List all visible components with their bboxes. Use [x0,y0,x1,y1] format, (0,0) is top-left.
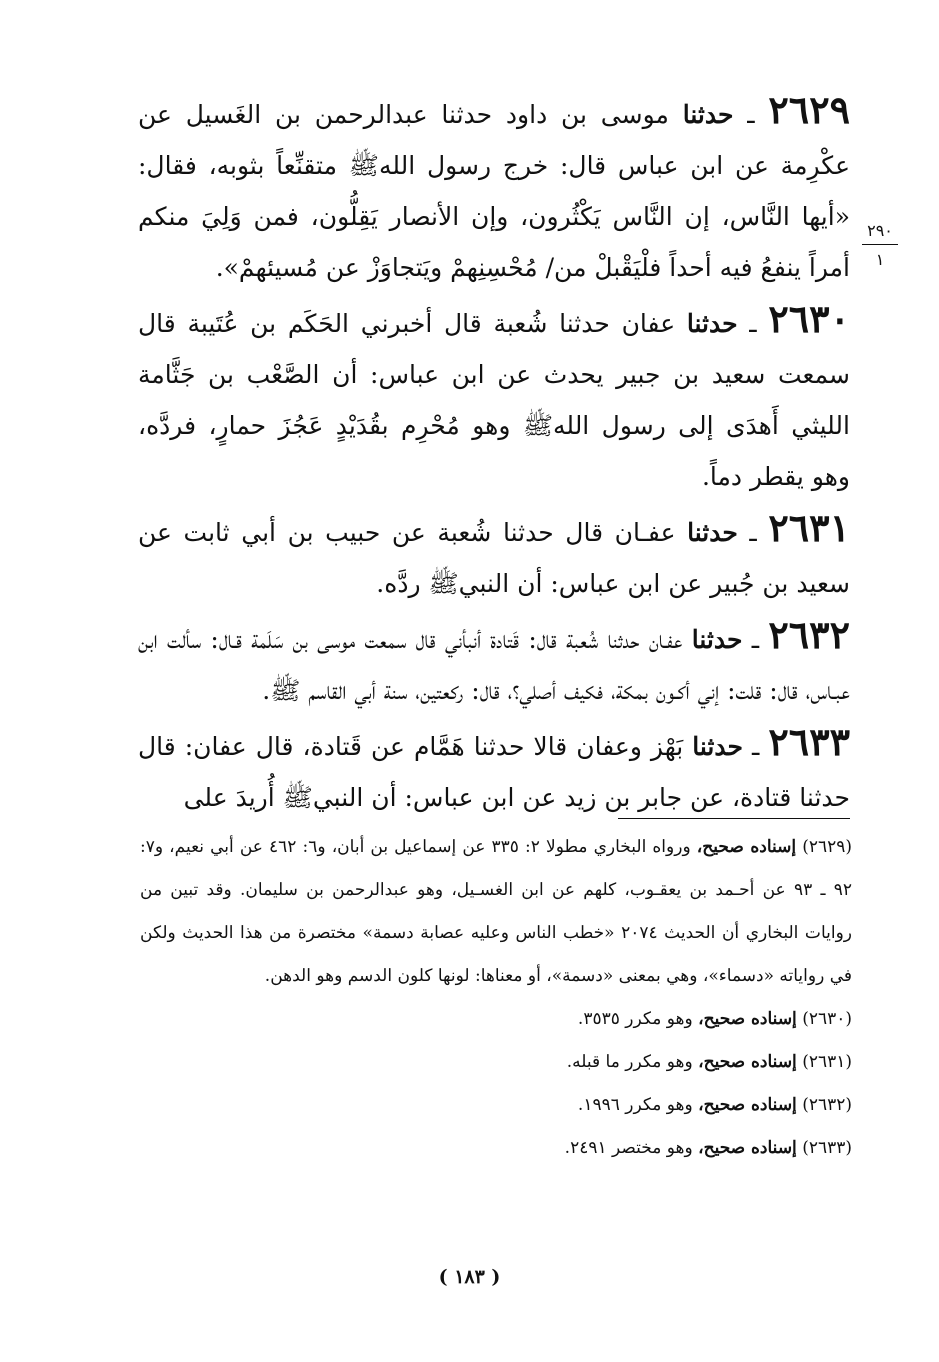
hadith-paragraph: ٢٦٣١ ـ حدثنا عفـان قال حدثنا شُعبة عن حبيب بن أبي ثابت عن سعيد بن جُبير عن ابن عباس: أن النبيﷺ ردَّه. [138,505,850,598]
footnote [140,1041,852,1084]
footnote-ref: (٢٦٣٠) [802,1009,852,1029]
hadith-number: ٢٦٣٣ [768,719,851,764]
footnote-text: وهو مختصر ٢٤٩١. [564,1138,693,1158]
footnote-ref: (٢٦٢٩) [802,837,853,857]
hadith-paragraph: ٢٦٢٩ ـ حدثنا موسى بن داود حدثنا عبدالرحمن بن الغَسيل عن عكْرِمة عن ابن عباس قال: خرج رسول اللهﷺ متقنِّعاً بثوبه، فقال: «أيها النَّاس، إن النَّاس يَكْثُرون، وإن الأنصار يَقِلُّون، فمن وَلِيَ منكم أمراً ينفعُ فيه أحداً فلْيَقْبلْ من/ مُحْسِنِهمْ ويَتجاوَزْ عن مُسيئهمْ». [138,87,851,282]
footnote-grade: إسناده صحيح، [696,837,797,857]
hadith-keyword: حدثنا [687,518,738,547]
footnote-ref: (٢٦٣٣) [802,1138,852,1158]
hadith-keyword: حدثنا [686,309,738,338]
hadith-paragraph: ٢٦٣٠ ـ حدثنا عفان حدثنا شُعبة قال أخبرني الحَكَم بن عُتَيبة قال سمعت سعيد بن جبير يحدث عن ابن عباس: أن الصَّعْب بن جَثَّامة الليثي أَهدَى إلى رسول اللهﷺ وهو مُحْرِم بقُدَيْدٍ عَجُزَ حمارٍ، فردَّه، وهو يقطر دماً. [138,296,850,491]
footnote-grade: إسناده صحيح، [698,1052,797,1072]
hadith-text: بَهْز وعفان قالا حدثنا هَمَّام عن قَتادة، قال عفان: قال حدثنا قتادة، عن جابر بن زيد عن ابن عباس: أن النبيﷺ أُريدَ على [138,732,850,812]
footnote-text: ورواه البخاري مطولا ٢: ٣٣٥ عن إسماعيل بن أبان، و٦: ٤٦٢ عن أبي نعيم، و٧: ٩٢ ـ ٩٣ عن أحـمد بن يعقـوب، كلهم عن ابن الغسـيل، وهو عبدالرحمن بن سليمان. وقد تبين من روايات البخاري أن الحديث ٢٠٧٤ «خطب الناس وعليه عصابة دسمة» مختصرة من هذا الحديث ولكن في رواياته «دسماء»، وهي بمعنى «دسمة»، أو معناها: لونها كلون الدسم وهو الدهن. [140,837,852,986]
hadith-text: عفان حدثنا شُعبة قال أخبرني الحَكَم بن عُتَيبة قال سمعت سعيد بن جبير يحدث عن ابن عباس: أن الصَّعْب بن جَثَّامة الليثي أَهدَى إلى رسول اللهﷺ وهو مُحْرِم بقُدَيْدٍ عَجُزَ حمارٍ، فردَّه، وهو يقطر دماً. [138,309,850,491]
footnote-text: وهو مكرر ١٩٩٦. [577,1095,693,1115]
hadith-text: عفـان حدثنا شُعبة قال: قَتادة أنبأني قال سمعت موسى بن سَلَمة قـال: سألت ابن عبـاس، قال: قلت: إني أكـون بمكة، فكيف أصلي؟، قال: ركعتين، سنة أبي القاسم ﷺ. [138,625,850,705]
footnote-grade: إسناده صحيح، [698,1009,797,1029]
main-text [138,84,850,823]
margin-reference [862,220,898,271]
page-number: ( ١٨٣ ) [438,1266,501,1288]
footnote-grade: إسناده صحيح، [698,1095,797,1115]
footnote [140,998,852,1041]
footnote [140,826,852,998]
footnotes [140,826,852,1170]
footnote-divider [618,818,850,819]
hadith-number: ٢٦٢٩ [768,87,851,132]
hadith-number: ٢٦٣٢ [768,612,850,657]
footnote-ref: (٢٦٣٢) [802,1095,852,1115]
hadith-number: ٢٦٣٠ [768,296,850,341]
hadith-keyword: حدثنا [692,732,743,761]
footnote [140,1127,852,1170]
margin-reference-volume-page: ٢٩٠ [862,220,898,245]
hadith-keyword: حدثنا [691,625,743,654]
footnote [140,1084,852,1127]
hadith-paragraph: ٢٦٣٢ ـ حدثنا عفـان حدثنا شُعبة قال: قَتادة أنبأني قال سمعت موسى بن سَلَمة قـال: سألت ابن عبـاس، قال: قلت: إني أكـون بمكة، فكيف أصلي؟، قال: ركعتين، سنة أبي القاسم ﷺ. [138,612,850,705]
hadith-number: ٢٦٣١ [768,505,850,550]
hadith-text: عفـان قال حدثنا شُعبة عن حبيب بن أبي ثابت عن سعيد بن جُبير عن ابن عباس: أن النبيﷺ ردَّه. [138,518,850,598]
footnote-text: وهو مكرر ٣٥٣٥. [577,1009,693,1029]
hadith-keyword: حدثنا [682,100,734,129]
footnote-ref: (٢٦٣١) [802,1052,852,1072]
margin-reference-part: ١ [875,250,885,269]
footnote-text: وهو مكرر ما قبله. [566,1052,693,1072]
hadith-text: موسى بن داود حدثنا عبدالرحمن بن الغَسيل عن عكْرِمة عن ابن عباس قال: خرج رسول اللهﷺ متقنِّعاً بثوبه، فقال: «أيها النَّاس، إن النَّاس يَكْثُرون، وإن الأنصار يَقِلُّون، فمن وَلِيَ منكم أمراً ينفعُ فيه أحداً فلْيَقْبلْ من/ مُحْسِنِهمْ ويَتجاوَزْ عن مُسيئهمْ». [138,100,850,282]
footnote-grade: إسناده صحيح، [698,1138,797,1158]
hadith-paragraph: ٢٦٣٣ ـ حدثنا بَهْز وعفان قالا حدثنا هَمَّام عن قَتادة، قال عفان: قال حدثنا قتادة، عن جابر بن زيد عن ابن عباس: أن النبيﷺ أُريدَ على [138,719,851,812]
